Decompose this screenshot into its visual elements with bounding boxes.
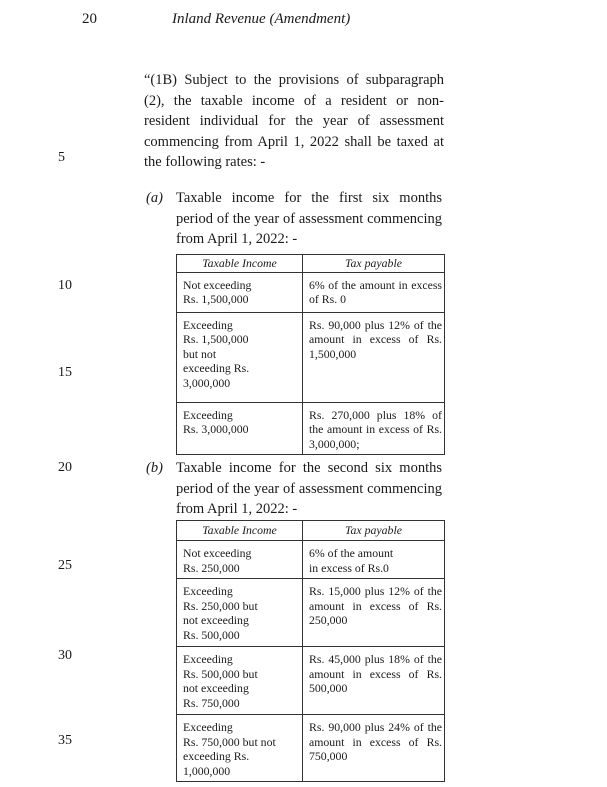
tax-table-b	[176, 520, 445, 782]
table-header-row	[177, 521, 445, 541]
section-b-text: Taxable income for the second six months period of the year of assessment commencing from April 1, 2022: -	[176, 460, 442, 517]
table-row	[177, 579, 445, 647]
section-a	[146, 188, 442, 250]
tax-payable-cell: 6% of the amount in excess of Rs.0	[303, 541, 445, 579]
line-number: 5	[58, 150, 65, 165]
table-row	[177, 647, 445, 715]
taxable-income-cell: Exceeding Rs. 500,000 but not exceeding Rs. 750,000	[177, 647, 303, 715]
taxable-income-cell: Exceeding Rs. 250,000 but not exceeding Rs. 500,000	[177, 579, 303, 647]
table-row	[177, 312, 445, 402]
table-row	[177, 402, 445, 455]
section-b-label: (b)	[146, 460, 163, 476]
line-number: 25	[58, 558, 72, 573]
taxable-income-cell: Exceeding Rs. 750,000 but not exceeding Rs. 1,000,000	[177, 715, 303, 782]
tax-payable-cell: Rs. 270,000 plus 18% of the amount in excess of Rs. 3,000,000;	[303, 402, 445, 455]
taxable-income-cell: Exceeding Rs. 3,000,000	[177, 402, 303, 455]
column-header-tax-payable: Tax payable	[303, 255, 445, 273]
table-row	[177, 272, 445, 312]
tax-payable-cell: Rs. 15,000 plus 12% of the amount in excess of Rs. 250,000	[303, 579, 445, 647]
tax-payable-cell: Rs. 45,000 plus 18% of the amount in excess of Rs. 500,000	[303, 647, 445, 715]
table-row	[177, 715, 445, 782]
table-header-row	[177, 255, 445, 273]
line-number: 35	[58, 733, 72, 748]
column-header-tax-payable: Tax payable	[303, 521, 445, 541]
running-title: Inland Revenue (Amendment)	[172, 11, 351, 27]
taxable-income-cell: Exceeding Rs. 1,500,000 but not exceeding Rs. 3,000,000	[177, 312, 303, 402]
section-b	[146, 458, 442, 520]
taxable-income-cell: Not exceeding Rs. 1,500,000	[177, 272, 303, 312]
line-number: 15	[58, 365, 72, 380]
line-number: 10	[58, 278, 72, 293]
line-number: 20	[58, 460, 72, 475]
section-a-label: (a)	[146, 190, 163, 206]
page-number: 20	[82, 11, 97, 27]
tax-payable-cell: Rs. 90,000 plus 24% of the amount in excess of Rs. 750,000	[303, 715, 445, 782]
line-number: 30	[58, 648, 72, 663]
column-header-taxable-income: Taxable Income	[177, 255, 303, 273]
tax-payable-cell: 6% of the amount in excess of Rs. 0	[303, 272, 445, 312]
table-row	[177, 541, 445, 579]
column-header-taxable-income: Taxable Income	[177, 521, 303, 541]
intro-paragraph: “(1B) Subject to the provisions of subparagraph (2), the taxable income of a resident or non-resident individual for the year of assessment commencing from April 1, 2022 shall be taxed at the following rates: -	[144, 72, 444, 170]
tax-table-a	[176, 254, 445, 455]
tax-payable-cell: Rs. 90,000 plus 12% of the amount in excess of Rs. 1,500,000	[303, 312, 445, 402]
taxable-income-cell: Not exceeding Rs. 250,000	[177, 541, 303, 579]
section-a-text: Taxable income for the first six months period of the year of assessment commencing from April 1, 2022: -	[176, 190, 442, 247]
